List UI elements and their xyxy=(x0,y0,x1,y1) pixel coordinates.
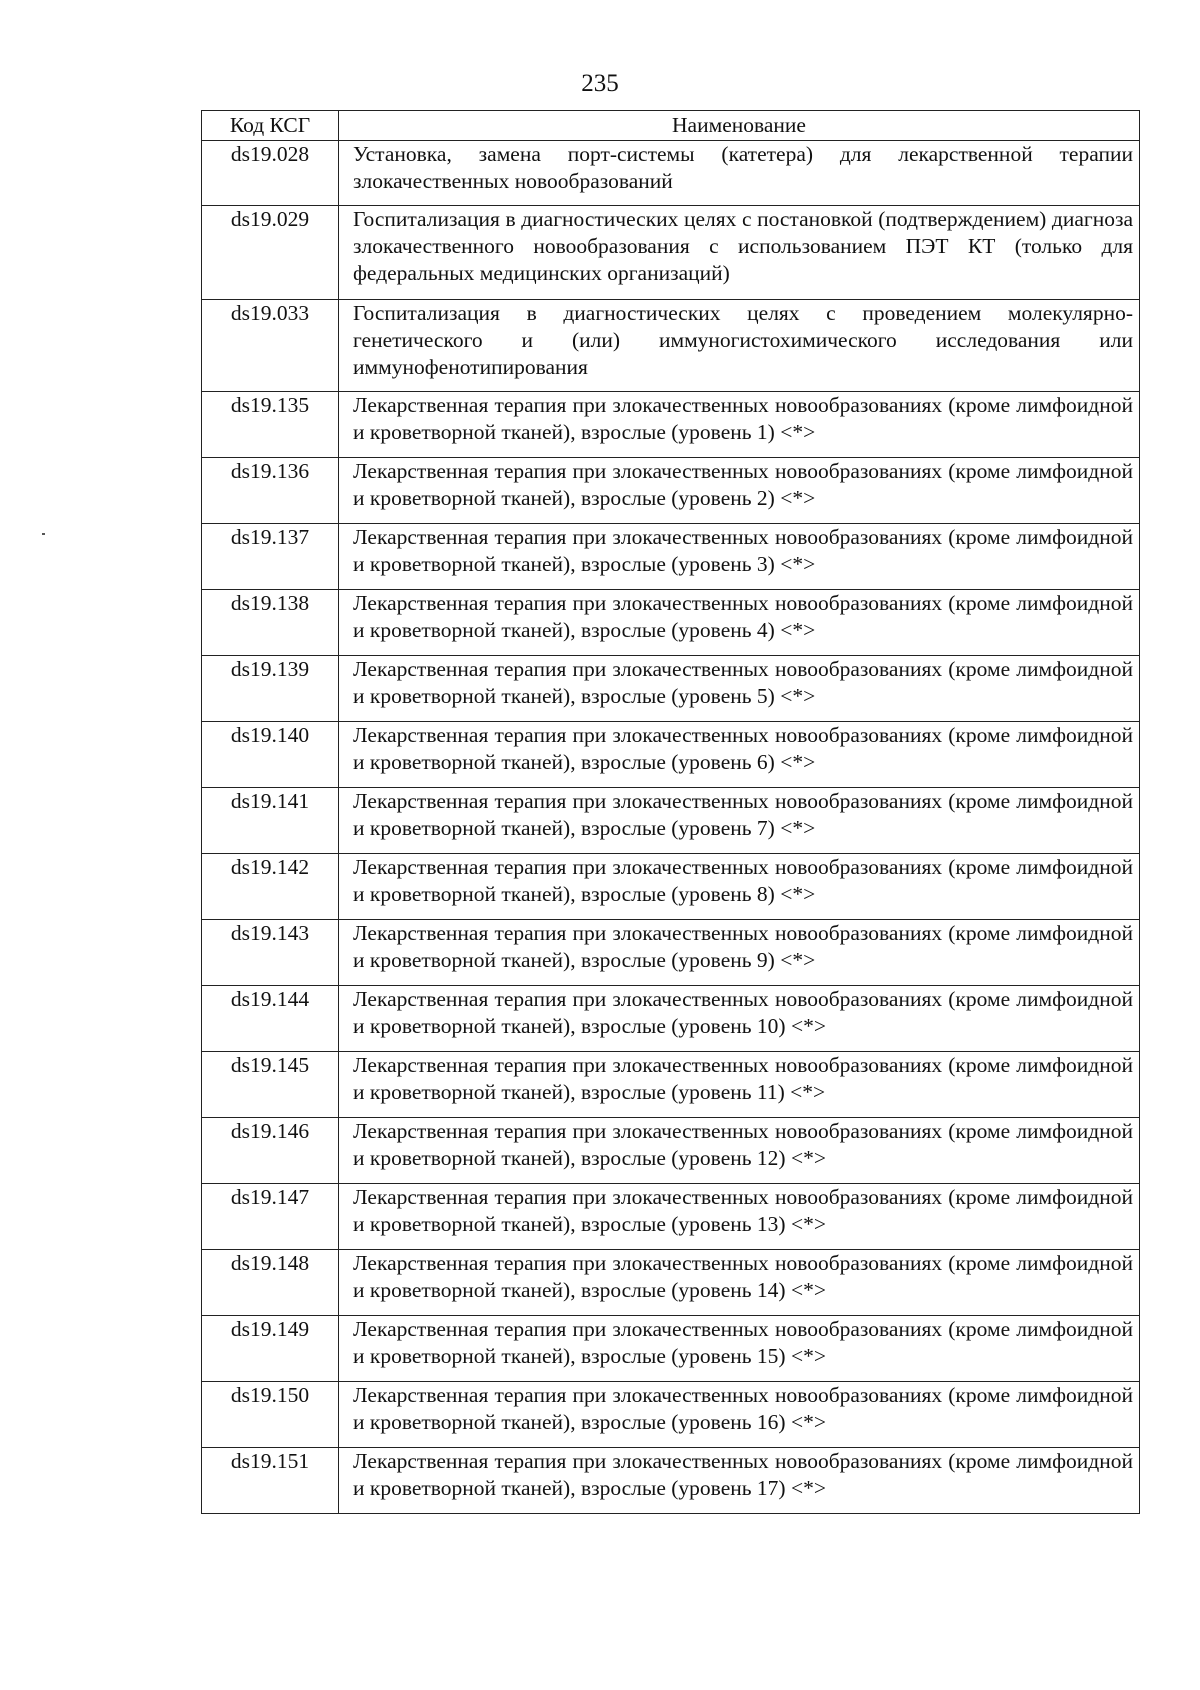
ksg-name: Лекарственная терапия при злокачественных новообразованиях (кроме лимфоидной и кроветворной тканей), взрослые (уровень 7) <*> xyxy=(339,788,1140,854)
table-row xyxy=(202,141,1140,206)
table-row xyxy=(202,524,1140,590)
column-header-code: Код КСГ xyxy=(202,111,339,141)
table-row xyxy=(202,1184,1140,1250)
ksg-name: Лекарственная терапия при злокачественных новообразованиях (кроме лимфоидной и кроветворной тканей), взрослые (уровень 8) <*> xyxy=(339,854,1140,920)
page-number: 235 xyxy=(581,70,619,97)
ksg-code: ds19.146 xyxy=(202,1118,339,1184)
table-row xyxy=(202,1250,1140,1316)
table-row xyxy=(202,1382,1140,1448)
ksg-name: Госпитализация в диагностических целях с проведением молекулярно-генетического и (или) иммуногистохимического исследования или иммунофенотипирования xyxy=(339,300,1140,392)
ksg-name: Лекарственная терапия при злокачественных новообразованиях (кроме лимфоидной и кроветворной тканей), взрослые (уровень 17) <*> xyxy=(339,1448,1140,1514)
ksg-name: Лекарственная терапия при злокачественных новообразованиях (кроме лимфоидной и кроветворной тканей), взрослые (уровень 14) <*> xyxy=(339,1250,1140,1316)
ksg-name: Лекарственная терапия при злокачественных новообразованиях (кроме лимфоидной и кроветворной тканей), взрослые (уровень 4) <*> xyxy=(339,590,1140,656)
ksg-name: Лекарственная терапия при злокачественных новообразованиях (кроме лимфоидной и кроветворной тканей), взрослые (уровень 5) <*> xyxy=(339,656,1140,722)
table-row xyxy=(202,986,1140,1052)
table-row xyxy=(202,1118,1140,1184)
ksg-code: ds19.139 xyxy=(202,656,339,722)
table-row xyxy=(202,920,1140,986)
ksg-code: ds19.135 xyxy=(202,392,339,458)
ksg-code: ds19.140 xyxy=(202,722,339,788)
ksg-name: Лекарственная терапия при злокачественных новообразованиях (кроме лимфоидной и кроветворной тканей), взрослые (уровень 10) <*> xyxy=(339,986,1140,1052)
ksg-name: Лекарственная терапия при злокачественных новообразованиях (кроме лимфоидной и кроветворной тканей), взрослые (уровень 3) <*> xyxy=(339,524,1140,590)
ksg-table xyxy=(201,110,1140,1514)
ksg-code: ds19.149 xyxy=(202,1316,339,1382)
ksg-code: ds19.148 xyxy=(202,1250,339,1316)
ksg-code: ds19.151 xyxy=(202,1448,339,1514)
table-row xyxy=(202,854,1140,920)
ksg-name: Лекарственная терапия при злокачественных новообразованиях (кроме лимфоидной и кроветворной тканей), взрослые (уровень 15) <*> xyxy=(339,1316,1140,1382)
table-row xyxy=(202,1316,1140,1382)
ksg-name: Лекарственная терапия при злокачественных новообразованиях (кроме лимфоидной и кроветворной тканей), взрослые (уровень 6) <*> xyxy=(339,722,1140,788)
table-row xyxy=(202,458,1140,524)
ksg-name: Госпитализация в диагностических целях с постановкой (подтверждением) диагноза злокачественного новообразования с использованием ПЭТ КТ (только для федеральных медицинских организаций) xyxy=(339,206,1140,300)
table-row xyxy=(202,1448,1140,1514)
table-row xyxy=(202,722,1140,788)
ksg-name: Лекарственная терапия при злокачественных новообразованиях (кроме лимфоидной и кроветворной тканей), взрослые (уровень 16) <*> xyxy=(339,1382,1140,1448)
ksg-code: ds19.029 xyxy=(202,206,339,300)
table-row xyxy=(202,300,1140,392)
ksg-code: ds19.147 xyxy=(202,1184,339,1250)
ksg-code: ds19.138 xyxy=(202,590,339,656)
ksg-code: ds19.033 xyxy=(202,300,339,392)
column-header-name: Наименование xyxy=(339,111,1140,141)
table-row xyxy=(202,206,1140,300)
ksg-code: ds19.150 xyxy=(202,1382,339,1448)
ksg-code: ds19.144 xyxy=(202,986,339,1052)
ksg-name: Установка, замена порт-системы (катетера) для лекарственной терапии злокачественных новообразований xyxy=(339,141,1140,206)
table-row xyxy=(202,656,1140,722)
ksg-code: ds19.141 xyxy=(202,788,339,854)
table-row xyxy=(202,590,1140,656)
ksg-name: Лекарственная терапия при злокачественных новообразованиях (кроме лимфоидной и кроветворной тканей), взрослые (уровень 12) <*> xyxy=(339,1118,1140,1184)
ksg-name: Лекарственная терапия при злокачественных новообразованиях (кроме лимфоидной и кроветворной тканей), взрослые (уровень 9) <*> xyxy=(339,920,1140,986)
table-row xyxy=(202,788,1140,854)
ksg-code: ds19.145 xyxy=(202,1052,339,1118)
ksg-name: Лекарственная терапия при злокачественных новообразованиях (кроме лимфоидной и кроветворной тканей), взрослые (уровень 13) <*> xyxy=(339,1184,1140,1250)
ksg-name: Лекарственная терапия при злокачественных новообразованиях (кроме лимфоидной и кроветворной тканей), взрослые (уровень 2) <*> xyxy=(339,458,1140,524)
ksg-name: Лекарственная терапия при злокачественных новообразованиях (кроме лимфоидной и кроветворной тканей), взрослые (уровень 1) <*> xyxy=(339,392,1140,458)
ksg-code: ds19.028 xyxy=(202,141,339,206)
ksg-name: Лекарственная терапия при злокачественных новообразованиях (кроме лимфоидной и кроветворной тканей), взрослые (уровень 11) <*> xyxy=(339,1052,1140,1118)
table-row xyxy=(202,1052,1140,1118)
ksg-code: ds19.142 xyxy=(202,854,339,920)
ksg-code: ds19.136 xyxy=(202,458,339,524)
ksg-code: ds19.143 xyxy=(202,920,339,986)
table-header-row xyxy=(202,111,1140,141)
table-row xyxy=(202,392,1140,458)
scan-speck xyxy=(42,533,45,535)
ksg-code: ds19.137 xyxy=(202,524,339,590)
